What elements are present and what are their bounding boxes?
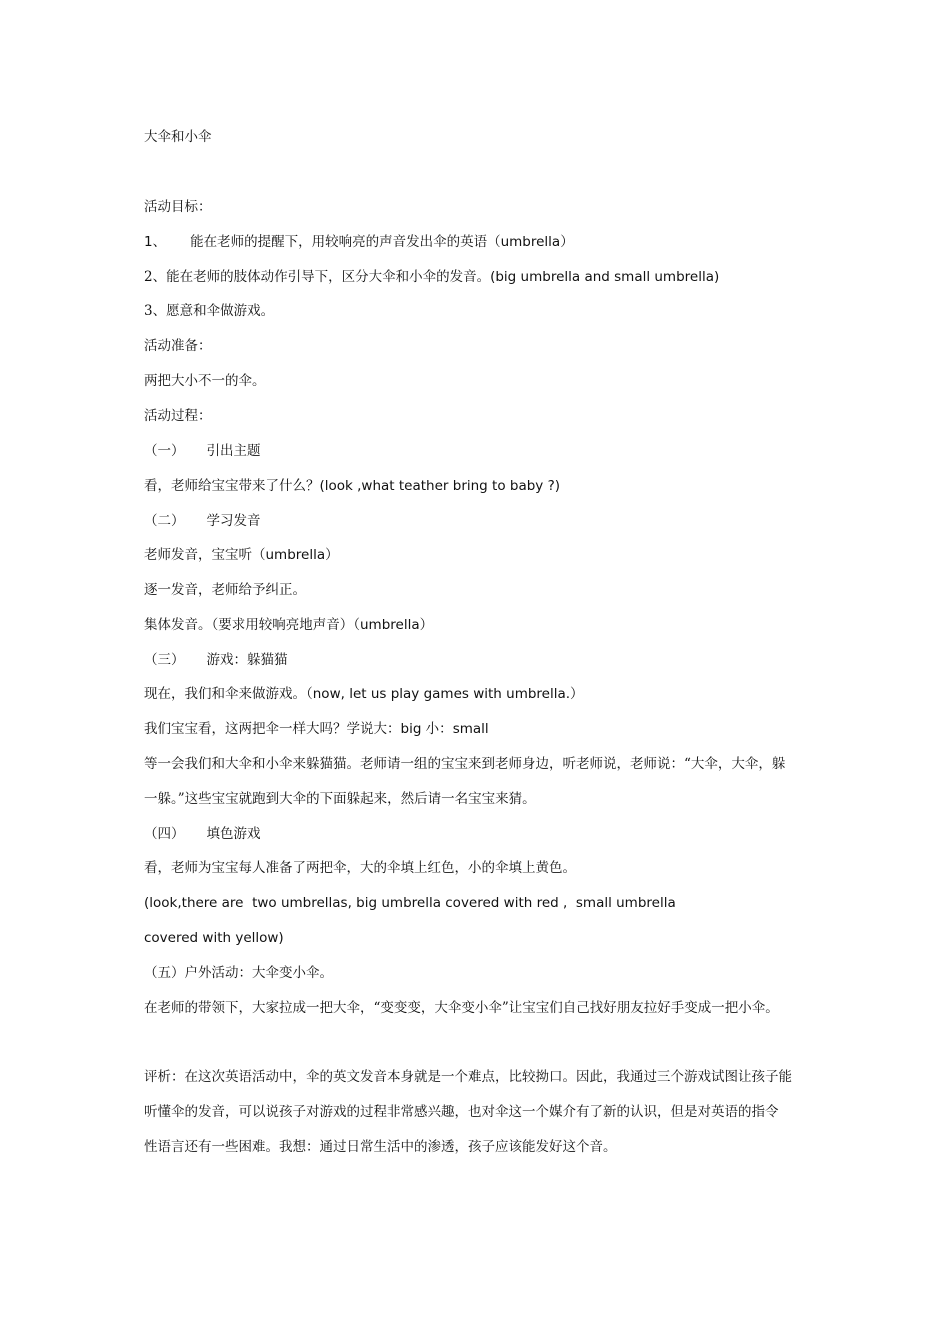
goal-2 xyxy=(144,267,719,287)
goals-heading xyxy=(144,197,212,217)
step-4-english-1 xyxy=(144,893,676,913)
step-3b-chinese-1: 我们宝宝看，这两把伞一样大吗？学说大： xyxy=(144,721,401,737)
goals-heading-text: 活动目标： xyxy=(144,199,212,215)
step-3-text-a xyxy=(144,684,584,704)
goal-1-english: umbrella xyxy=(500,234,561,250)
step-2a-english: umbrella xyxy=(265,547,326,563)
review-text-2: 听懂伞的发音，可以说孩子对游戏的过程非常感兴趣，也对伞这一个媒介有了新的认识，但是对英语的指令 xyxy=(144,1104,779,1120)
step-2a-chinese: 老师发音，宝宝听（ xyxy=(144,547,266,563)
step-3a-chinese: 现在，我们和伞来做游戏。（ xyxy=(144,686,313,702)
step-1-text xyxy=(144,476,560,496)
prep-heading-text: 活动准备： xyxy=(144,338,212,354)
step-3b-english-big: big xyxy=(400,721,422,737)
goal-3-text: 3、愿意和伞做游戏。 xyxy=(144,303,275,319)
review-text-1: 评析：在这次英语活动中，伞的英文发音本身就是一个难点，比较拗口。因此，我通过三个游戏试图让孩子能 xyxy=(144,1069,792,1085)
step-3-title: 游戏：躲猫猫 xyxy=(206,652,288,668)
step-3-heading xyxy=(144,650,288,670)
step-2-text-a xyxy=(144,545,339,565)
step-3-text-b xyxy=(144,719,489,739)
step-3a-close: ） xyxy=(570,686,584,702)
prep-body-text: 两把大小不一的伞。 xyxy=(144,373,266,389)
step-1-chinese: 看，老师给宝宝带来了什么？ xyxy=(144,478,320,494)
step-1-english: (look ,what teather bring to baby ?) xyxy=(319,478,561,494)
step-2c-chinese: 集体发音。（要求用较响亮地声音）（ xyxy=(144,617,360,633)
step-2-title: 学习发音 xyxy=(206,513,261,529)
step-3b-english-small: small xyxy=(452,721,489,737)
step-2-text-c xyxy=(144,615,433,635)
step-1-heading xyxy=(144,441,261,461)
step-3-text-c2 xyxy=(144,789,536,809)
step-4-title: 填色游戏 xyxy=(206,826,261,842)
prep-heading xyxy=(144,336,212,356)
step-4-text xyxy=(144,858,576,878)
step-3a-english: now, let us play games with umbrella. xyxy=(312,686,571,702)
document-title xyxy=(144,127,212,147)
goal-3 xyxy=(144,301,274,321)
step-4-number: （四） xyxy=(144,826,185,842)
step-2b-chinese: 逐一发音，老师给予纠正。 xyxy=(144,582,306,598)
step-2c-close: ） xyxy=(419,617,434,633)
step-5-text xyxy=(144,998,779,1018)
step-3-text-c1 xyxy=(144,754,785,774)
process-heading xyxy=(144,406,212,426)
title-text: 大伞和小伞 xyxy=(144,129,212,145)
step-2c-english: umbrella xyxy=(360,617,420,633)
review-text-3: 性语言还有一些困难。我想：通过日常生活中的渗透，孩子应该能发好这个音。 xyxy=(144,1139,617,1155)
goal-1-text: 能在老师的提醒下，用较响亮的声音发出伞的英语（ xyxy=(190,234,501,250)
step-1-number: （一） xyxy=(144,443,185,459)
step-1-title: 引出主题 xyxy=(206,443,261,459)
step-2-number: （二） xyxy=(144,513,185,529)
step-5-body: 在老师的带领下，大家拉成一把大伞，“变变变，大伞变小伞”让宝宝们自己找好朋友拉好手变成一把小伞。 xyxy=(144,1000,779,1016)
step-3c-line-2: 一躲。”这些宝宝就跑到大伞的下面躲起来，然后请一名宝宝来猜。 xyxy=(144,791,536,807)
goal-2-english: (big umbrella and small umbrella) xyxy=(490,269,720,285)
step-5-heading xyxy=(144,963,333,983)
review-line-2 xyxy=(144,1102,779,1122)
step-4-english-line-1: (look,there are two umbrellas, big umbrella covered with red , small umbrella xyxy=(144,895,676,911)
goal-2-text: 2、能在老师的肢体动作引导下，区分大伞和小伞的发音。 xyxy=(144,269,491,285)
goal-1 xyxy=(144,232,574,252)
step-3b-chinese-2: 小： xyxy=(421,721,453,737)
prep-text xyxy=(144,371,266,391)
step-5-title: （五）户外活动：大伞变小伞。 xyxy=(144,965,333,981)
review-line-1 xyxy=(144,1067,792,1087)
step-4-heading xyxy=(144,824,261,844)
step-2-heading xyxy=(144,511,261,531)
step-2a-close: ） xyxy=(325,547,339,563)
step-4-chinese: 看，老师为宝宝每人准备了两把伞，大的伞填上红色，小的伞填上黄色。 xyxy=(144,860,576,876)
review-line-3 xyxy=(144,1137,617,1157)
process-heading-text: 活动过程： xyxy=(144,408,212,424)
goal-1-number: 1、 xyxy=(144,234,167,250)
step-3-number: （三） xyxy=(144,652,185,668)
goal-1-close: ） xyxy=(560,234,574,250)
step-2-text-b xyxy=(144,580,306,600)
step-4-english-2 xyxy=(144,928,284,948)
step-3c-line-1: 等一会我们和大伞和小伞来躲猫猫。老师请一组的宝宝来到老师身边，听老师说，老师说：“大伞，大伞，躲 xyxy=(144,756,786,772)
step-4-english-line-2: covered with yellow) xyxy=(144,930,284,946)
